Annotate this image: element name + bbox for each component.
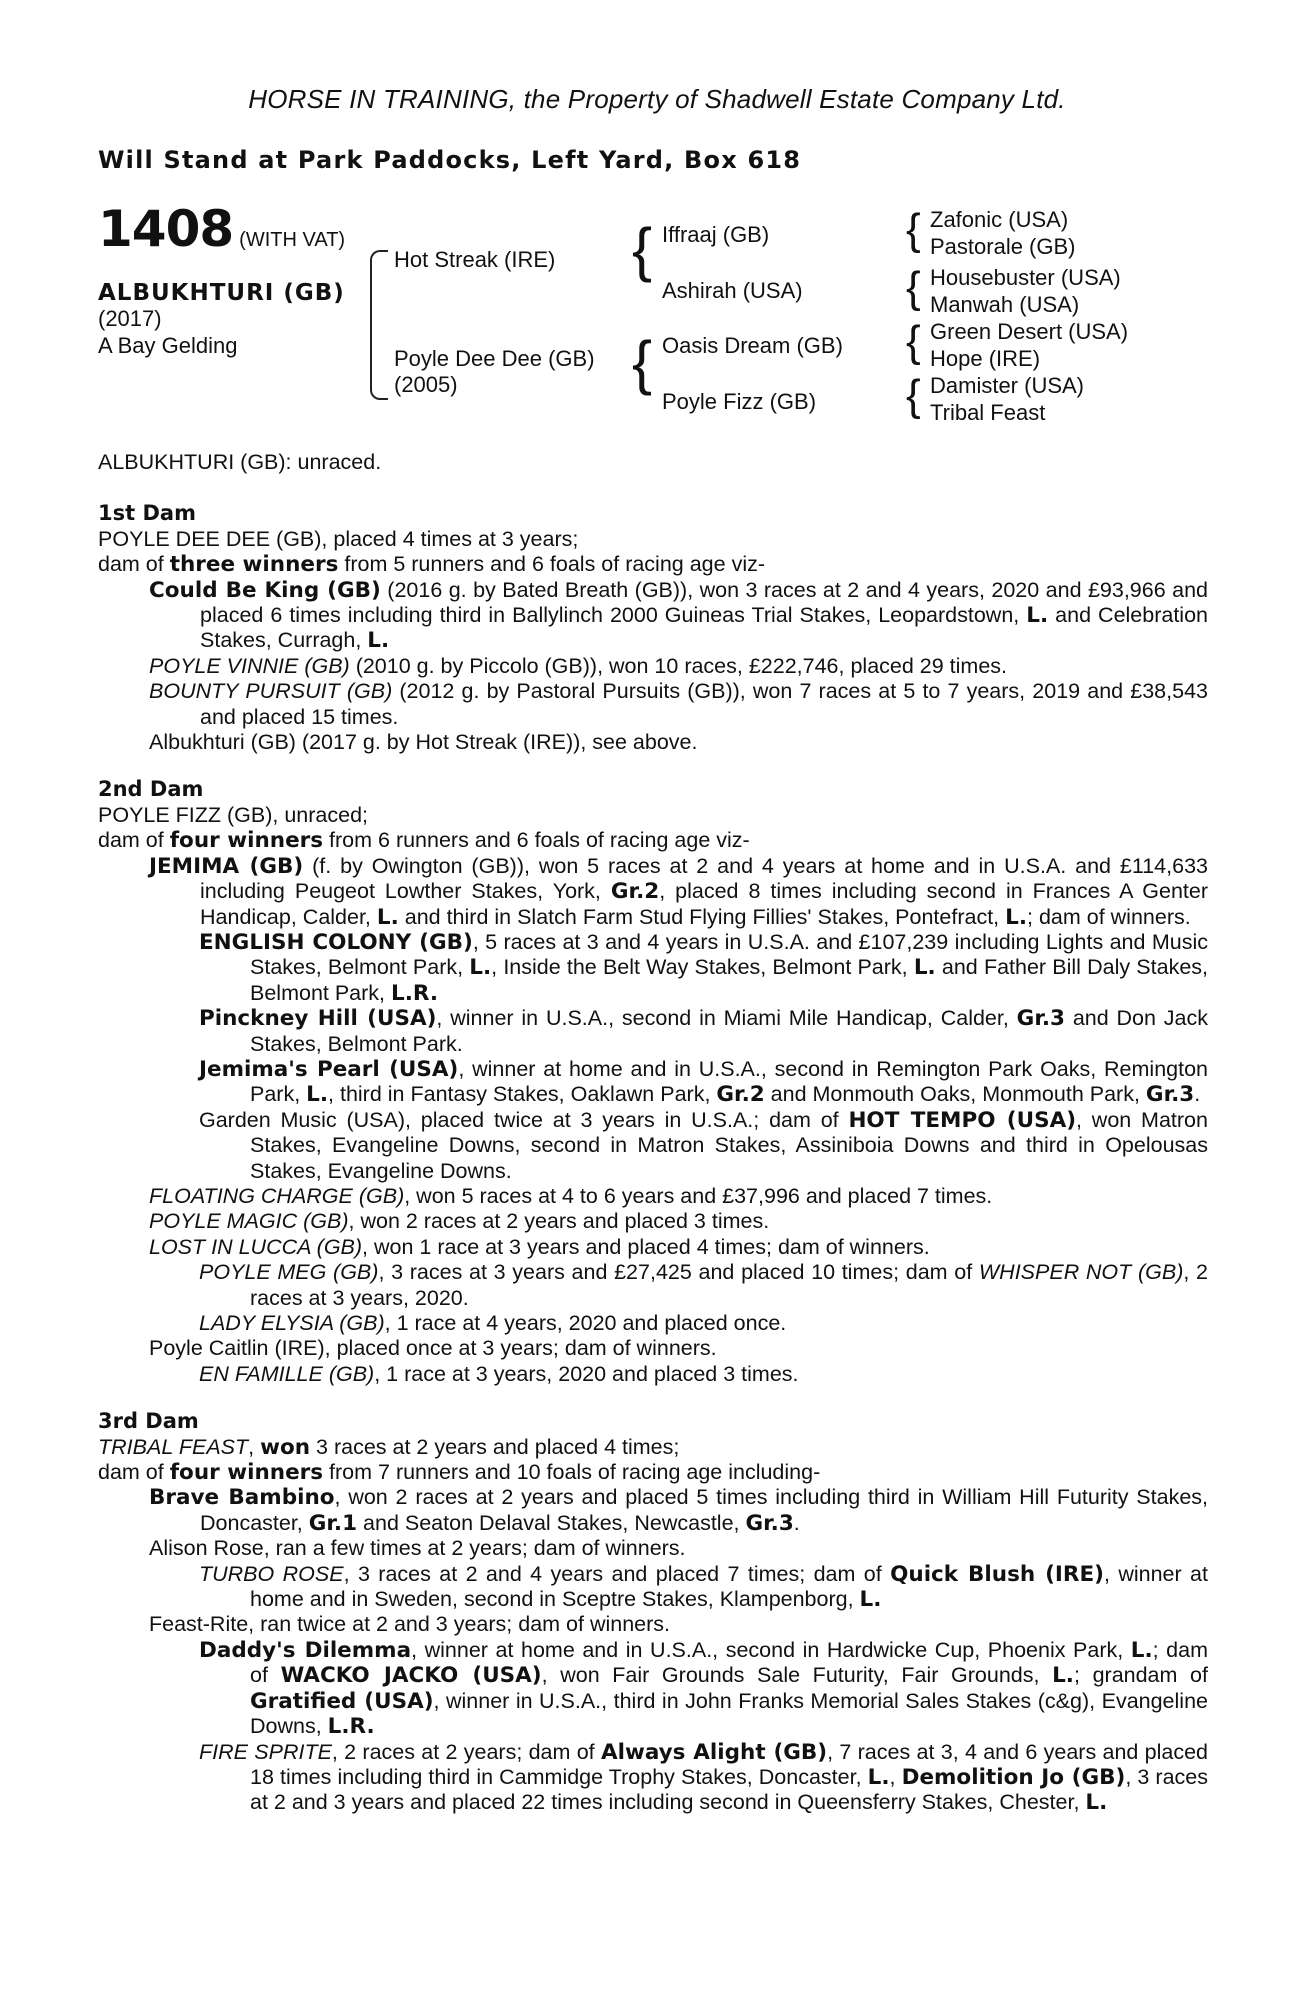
lot-number-block [98, 200, 346, 258]
pedigree-dam-sire: Oasis Dream (GB) [662, 333, 843, 358]
pedigree-bracket-parents [370, 250, 388, 400]
pedigree-sire-dam: Ashirah (USA) [662, 278, 803, 303]
page-header: HORSE IN TRAINING, the Property of Shadwell Estate Company Ltd. [248, 84, 1066, 114]
produce-entry: FLOATING CHARGE (GB), won 5 races at 4 to 6 years and £37,996 and placed 7 times. [149, 1183, 993, 1208]
produce-entry: TURBO ROSE, 3 races at 2 and 4 years and placed 7 times; dam of Quick Blush (IRE), winner at home and in Sweden, second in Sceptre Stakes, Klampenborg, L. [199, 1561, 1208, 1613]
pedigree-g1: Zafonic (USA) [930, 207, 1069, 232]
pedigree-dam-year: (2005) [394, 372, 458, 397]
pedigree-dam-dam: Poyle Fizz (GB) [662, 389, 817, 414]
vat-note: (WITH VAT) [239, 229, 346, 251]
second-dam-line: POYLE FIZZ (GB), unraced; [98, 802, 369, 827]
produce-entry: Alison Rose, ran a few times at 2 years; dam of winners. [149, 1536, 686, 1561]
produce-entry: BOUNTY PURSUIT (GB) (2012 g. by Pastoral Pursuits (GB)), won 7 races at 5 to 7 years, 2019 and £38,543 and placed 15 times. [149, 679, 1208, 729]
produce-entry: Garden Music (USA), placed twice at 3 years in U.S.A.; dam of HOT TEMPO (USA), won Matron Stakes, Evangeline Downs, second in Matron Stakes, Assiniboia Downs and third in Opelousas Stakes, Evangeline Downs. [199, 1107, 1208, 1183]
pedigree-brace-g12: { [906, 205, 921, 254]
produce-entry: POYLE MEG (GB), 3 races at 3 years and £27,425 and placed 10 times; dam of WHISPER NOT (GB), 2 races at 3 years, 2020. [199, 1260, 1208, 1310]
pedigree-g8: Tribal Feast [930, 400, 1046, 425]
produce-entry: Albukhturi (GB) (2017 g. by Hot Streak (IRE)), see above. [149, 730, 698, 755]
produce-entry: Pinckney Hill (USA), winner in U.S.A., second in Miami Mile Handicap, Calder, Gr.3 and Don Jack Stakes, Belmont Park. [199, 1006, 1209, 1056]
pedigree-g2: Pastorale (GB) [930, 234, 1076, 259]
pedigree-brace-sire: { [632, 216, 653, 283]
pedigree-g7: Damister (USA) [930, 373, 1085, 398]
pedigree-brace-g56: { [906, 317, 921, 366]
pedigree-brace-dam: { [632, 329, 653, 396]
pedigree-brace-g78: { [906, 371, 921, 420]
produce-entry: EN FAMILLE (GB), 1 race at 3 years, 2020 and placed 3 times. [199, 1361, 799, 1386]
horse-year: (2017) [98, 306, 162, 331]
third-dam-heading: 3rd Dam [98, 1409, 199, 1434]
pedigree-brace-g34: { [906, 263, 921, 312]
first-dam-heading: 1st Dam [98, 501, 196, 526]
pedigree-sire: Hot Streak (IRE) [394, 247, 556, 272]
pedigree-dam: Poyle Dee Dee (GB) [394, 346, 595, 371]
produce-entry: Jemima's Pearl (USA), winner at home and in U.S.A., second in Remington Park Oaks, Remington Park, L., third in Fantasy Stakes, Oaklawn Park, Gr.2 and Monmouth Oaks, Monmouth Park, Gr.3. [199, 1056, 1209, 1108]
third-dam-summary: dam of four winners from 7 runners and 10 foals of racing age including- [98, 1460, 821, 1486]
race-record: ALBUKHTURI (GB): unraced. [98, 450, 382, 474]
produce-entry: LADY ELYSIA (GB), 1 race at 4 years, 2020 and placed once. [199, 1311, 787, 1335]
produce-entry: Poyle Caitlin (IRE), placed once at 3 years; dam of winners. [149, 1336, 717, 1361]
pedigree-g6: Hope (IRE) [930, 346, 1041, 371]
first-dam-line: POYLE DEE DEE (GB), placed 4 times at 3 years; [98, 526, 579, 551]
horse-description: A Bay Gelding [98, 333, 238, 358]
lot-number: 1408 [98, 200, 234, 258]
first-dam-summary: dam of three winners from 5 runners and 6 foals of racing age viz- [98, 552, 766, 578]
stand-location: Will Stand at Park Paddocks, Left Yard, Box 618 [98, 146, 802, 174]
pedigree-g4: Manwah (USA) [930, 292, 1080, 317]
produce-entry: POYLE VINNIE (GB) (2010 g. by Piccolo (GB)), won 10 races, £222,746, placed 29 times. [149, 653, 1008, 678]
pedigree-g5: Green Desert (USA) [930, 319, 1129, 344]
horse-name: ALBUKHTURI (GB) [98, 280, 345, 306]
second-dam-heading: 2nd Dam [98, 777, 204, 802]
second-dam-summary: dam of four winners from 6 runners and 6 foals of racing age viz- [98, 828, 750, 854]
produce-entry: LOST IN LUCCA (GB), won 1 race at 3 years and placed 4 times; dam of winners. [149, 1234, 930, 1259]
produce-entry: Feast-Rite, ran twice at 2 and 3 years; dam of winners. [149, 1612, 671, 1637]
produce-entry: FIRE SPRITE, 2 races at 2 years; dam of Always Alight (GB), 7 races at 3, 4 and 6 years and placed 18 times including third in Cammidge Trophy Stakes, Doncaster, L., Demolition Jo (GB), 3 races at 2 and 3 years and placed 22 times including second in Queensferry Stakes, Chester, L. [199, 1739, 1209, 1816]
third-dam-line: TRIBAL FEAST, won 3 races at 2 years and placed 4 times; [98, 1434, 680, 1460]
produce-entry: ENGLISH COLONY (GB), 5 races at 3 and 4 years in U.S.A. and £107,239 including Lights and Music Stakes, Belmont Park, L., Inside the Belt Way Stakes, Belmont Park, L. and Father Bill Daly Stakes, Belmont Park, L.R. [199, 929, 1208, 1006]
produce-entry: JEMIMA (GB) (f. by Owington (GB)), won 5 races at 2 and 4 years at home and in U.S.A. and £114,633 including Peugeot Lowther Stakes, York, Gr.2, placed 8 times including second in Frances A Genter Handicap, Calder, L. and third in Slatch Farm Stud Flying Fillies' Stakes, Pontefract, L.; dam of winners. [149, 853, 1208, 930]
produce-entry: Daddy's Dilemma, winner at home and in U.S.A., second in Hardwicke Cup, Phoenix Park, L.; dam of WACKO JACKO (USA), won Fair Grounds Sale Futurity, Fair Grounds, L.; grandam of Gratified (USA), winner in U.S.A., third in John Franks Memorial Sales Stakes (c&g), Evangeline Downs, L.R. [199, 1637, 1208, 1740]
pedigree-g3: Housebuster (USA) [930, 265, 1121, 290]
produce-entry: Brave Bambino, won 2 races at 2 years and placed 5 times including third in William Hill Futurity Stakes, Doncaster, Gr.1 and Seaton Delaval Stakes, Newcastle, Gr.3. [149, 1485, 1209, 1536]
produce-record [98, 450, 1208, 1816]
pedigree-sire-sire: Iffraaj (GB) [662, 222, 770, 247]
produce-entry: Could Be King (GB) (2016 g. by Bated Breath (GB)), won 3 races at 2 and 4 years, 2020 and £93,966 and placed 6 times including third in Ballylinch 2000 Guineas Trial Stakes, Leopardstown, L. and Celebration Stakes, Curragh, L. [149, 577, 1208, 654]
produce-entry: POYLE MAGIC (GB), won 2 races at 2 years and placed 3 times. [149, 1209, 770, 1234]
